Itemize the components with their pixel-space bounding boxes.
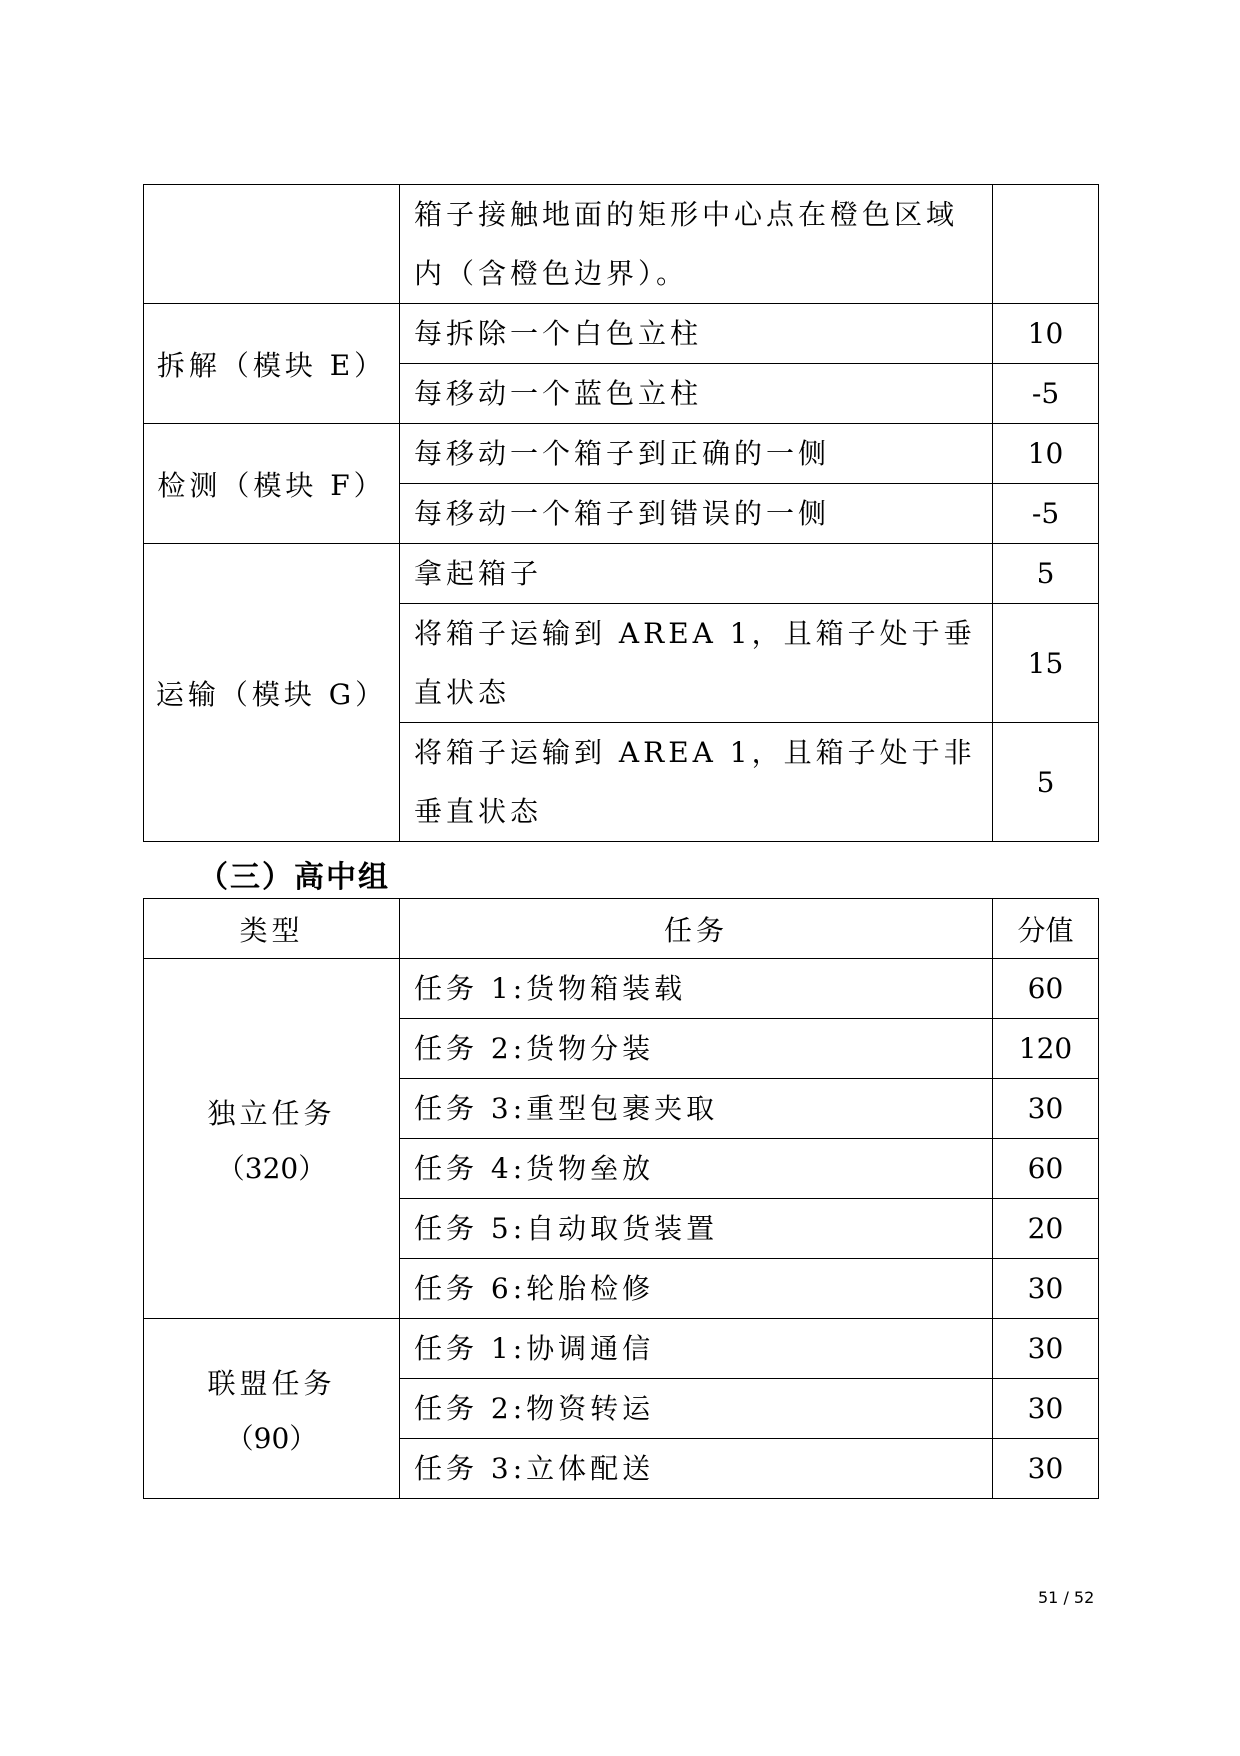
task-cell: 任务 4:货物垒放 <box>400 1139 993 1199</box>
table-row <box>144 304 1099 364</box>
score-cell: -5 <box>993 484 1099 544</box>
score-cell: 120 <box>993 1019 1099 1079</box>
task-cell: 任务 2:货物分装 <box>400 1019 993 1079</box>
category-label: 独立任务 <box>207 1096 336 1130</box>
task-cell: 箱子接触地面的矩形中心点在橙色区域内（含橙色边界）。 <box>400 185 993 304</box>
task-cell: 任务 2:物资转运 <box>400 1379 993 1439</box>
table-row <box>144 185 1099 304</box>
table-row <box>144 544 1099 604</box>
task-cell: 将箱子运输到 AREA 1，且箱子处于垂直状态 <box>400 604 993 723</box>
category-cell: 拆解（模块 E） <box>144 304 400 424</box>
task-cell: 任务 6:轮胎检修 <box>400 1259 993 1319</box>
table-row <box>144 959 1099 1019</box>
page-number: 51 / 52 <box>1038 1588 1095 1607</box>
score-cell: 60 <box>993 1139 1099 1199</box>
task-cell: 每移动一个蓝色立柱 <box>400 364 993 424</box>
task-cell: 任务 5:自动取货装置 <box>400 1199 993 1259</box>
score-cell: 10 <box>993 304 1099 364</box>
score-cell: 30 <box>993 1439 1099 1499</box>
scoring-table-continued <box>143 184 1099 842</box>
category-cell: 检测（模块 F） <box>144 424 400 544</box>
category-cell <box>144 959 400 1319</box>
task-cell: 每移动一个箱子到正确的一侧 <box>400 424 993 484</box>
score-cell: 20 <box>993 1199 1099 1259</box>
table-row <box>144 424 1099 484</box>
high-school-scoring-table <box>143 898 1099 1499</box>
score-cell: 30 <box>993 1259 1099 1319</box>
category-label: 联盟任务 <box>207 1366 336 1400</box>
score-cell: 5 <box>993 723 1099 842</box>
score-cell: 30 <box>993 1079 1099 1139</box>
task-cell: 任务 1:货物箱装载 <box>400 959 993 1019</box>
score-cell: 30 <box>993 1319 1099 1379</box>
task-cell: 每拆除一个白色立柱 <box>400 304 993 364</box>
table-row <box>144 1319 1099 1379</box>
category-cell <box>144 1319 400 1499</box>
task-cell: 任务 3:重型包裹夹取 <box>400 1079 993 1139</box>
score-cell: 60 <box>993 959 1099 1019</box>
score-cell: 30 <box>993 1379 1099 1439</box>
category-cell <box>144 185 400 304</box>
task-cell: 任务 1:协调通信 <box>400 1319 993 1379</box>
header-type: 类型 <box>144 899 400 959</box>
score-cell <box>993 185 1099 304</box>
header-row <box>144 899 1099 959</box>
header-score: 分值 <box>993 899 1099 959</box>
section-heading: （三）高中组 <box>198 860 390 895</box>
category-subtotal: （320） <box>216 1151 327 1185</box>
score-cell: 15 <box>993 604 1099 723</box>
score-cell: -5 <box>993 364 1099 424</box>
score-cell: 5 <box>993 544 1099 604</box>
task-cell: 拿起箱子 <box>400 544 993 604</box>
header-task: 任务 <box>400 899 993 959</box>
task-cell: 任务 3:立体配送 <box>400 1439 993 1499</box>
category-cell: 运输（模块 G） <box>144 544 400 842</box>
task-cell: 每移动一个箱子到错误的一侧 <box>400 484 993 544</box>
task-cell: 将箱子运输到 AREA 1，且箱子处于非垂直状态 <box>400 723 993 842</box>
category-subtotal: （90） <box>225 1421 318 1455</box>
score-cell: 10 <box>993 424 1099 484</box>
